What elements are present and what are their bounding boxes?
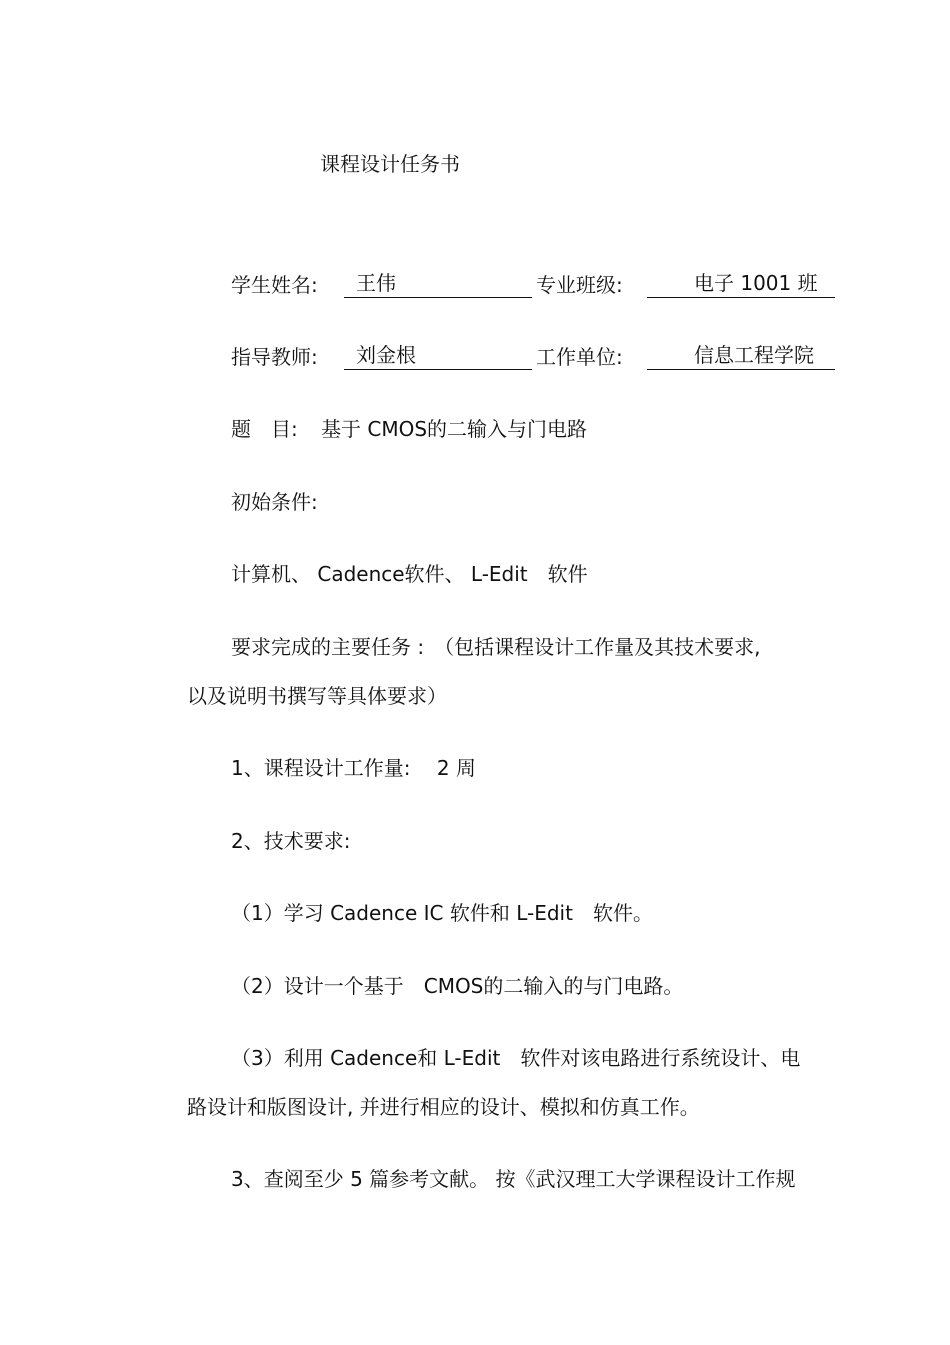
tasks-heading-line1: 要求完成的主要任务 : （包括课程设计工作量及其技术要求,	[231, 635, 761, 659]
unit-field	[647, 343, 835, 370]
tasks-heading-line2: 以及说明书撰写等具体要求）	[187, 684, 447, 708]
unit-label: 工作单位:	[536, 345, 623, 369]
topic-value: 基于 CMOS的二输入与门电路	[321, 417, 588, 441]
document-title: 课程设计任务书	[320, 152, 460, 176]
class-label: 专业班级:	[536, 273, 623, 297]
tech-requirement-2: （2）设计一个基于 CMOS的二输入的与门电路。	[231, 974, 684, 998]
class-field	[647, 271, 835, 298]
conditions-text: 计算机、 Cadence软件、 L-Edit 软件	[231, 562, 588, 586]
teacher-field	[344, 343, 532, 370]
task-item-tech-requirements: 2、技术要求:	[231, 829, 351, 853]
task-item-workload: 1、课程设计工作量: 2 周	[231, 756, 476, 780]
student-name-field	[344, 271, 532, 298]
student-name-label: 学生姓名:	[231, 273, 318, 297]
student-name-value: 王伟	[356, 271, 396, 295]
class-value: 电子 1001 班	[694, 271, 818, 295]
tech-requirement-3-line1: （3）利用 Cadence和 L-Edit 软件对该电路进行系统设计、电	[231, 1046, 801, 1070]
task-item-references: 3、查阅至少 5 篇参考文献。 按《武汉理工大学课程设计工作规	[231, 1167, 796, 1191]
unit-value: 信息工程学院	[694, 343, 814, 367]
topic-label: 题 目:	[231, 417, 298, 441]
tech-requirement-1: （1）学习 Cadence IC 软件和 L-Edit 软件。	[231, 901, 653, 925]
conditions-label: 初始条件:	[231, 490, 318, 514]
tech-requirement-3-line2: 路设计和版图设计, 并进行相应的设计、模拟和仿真工作。	[187, 1095, 700, 1119]
teacher-value: 刘金根	[356, 343, 416, 367]
teacher-label: 指导教师:	[231, 345, 318, 369]
